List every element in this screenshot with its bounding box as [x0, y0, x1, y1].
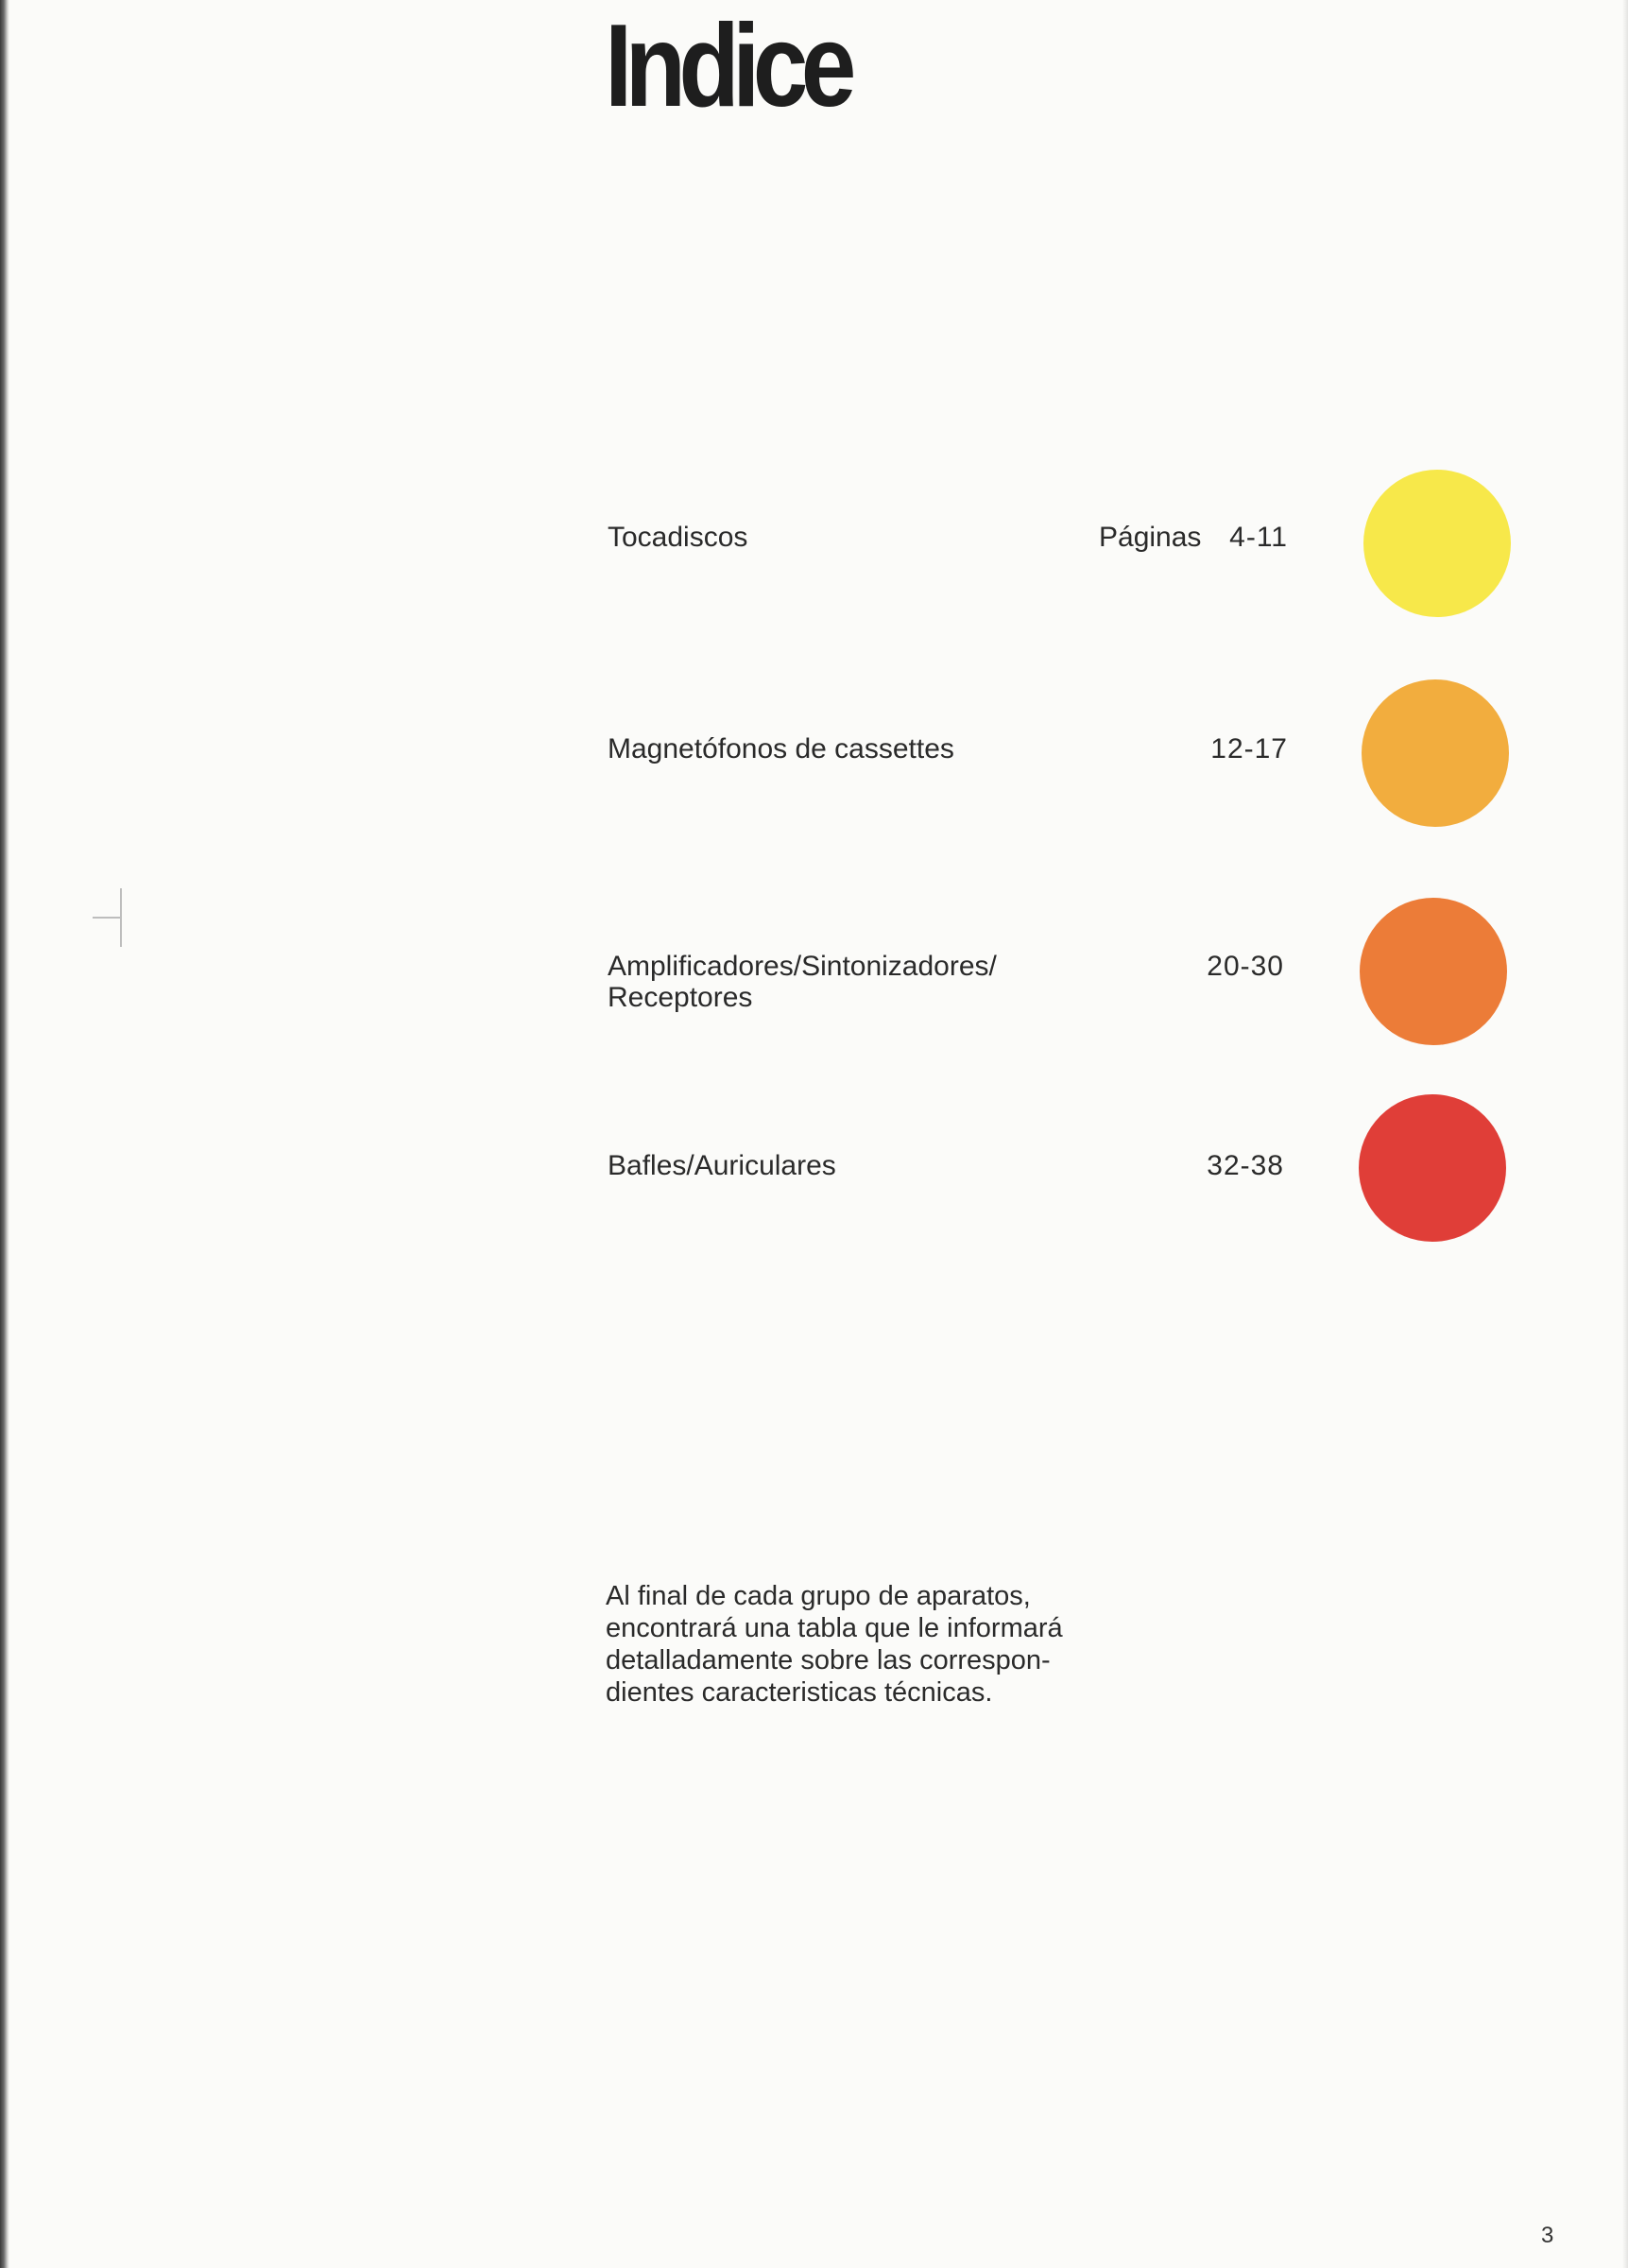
footnote-line: Al final de cada grupo de aparatos, — [606, 1581, 1031, 1611]
index-entry-pages: 12-17 — [1210, 733, 1288, 765]
page-right-edge — [1622, 0, 1628, 2268]
color-dot-light-orange — [1362, 679, 1509, 827]
index-entry-label — [608, 1150, 836, 1181]
color-dot-yellow — [1363, 470, 1511, 617]
index-entry-pages: 32-38 — [1207, 1150, 1284, 1181]
index-entry-label-line: Receptores — [608, 982, 753, 1013]
index-entry-pages: 20-30 — [1207, 951, 1284, 982]
color-dot-orange — [1360, 898, 1507, 1045]
footnote-line: dientes caracteristicas técnicas. — [606, 1677, 993, 1708]
footnote-line: encontrará una tabla que le informará — [606, 1613, 1063, 1643]
index-entry-label — [608, 951, 997, 1013]
index-entry-label-line: Bafles/Auriculares — [608, 1150, 836, 1181]
index-entry-label-line: Magnetófonos de cassettes — [608, 733, 954, 765]
footnote-paragraph — [606, 1580, 1097, 1709]
page-title: Indice — [605, 1, 849, 131]
index-entry-label-line: Amplificadores/Sintonizadores/ — [608, 951, 997, 982]
page-number: 3 — [1541, 2223, 1554, 2248]
index-entry-pages: 4-11 — [1229, 522, 1288, 553]
pages-prefix: Páginas — [1099, 522, 1202, 553]
index-entry-label — [608, 522, 747, 553]
scan-mark — [93, 917, 121, 919]
footnote-line: detalladamente sobre las correspon- — [606, 1645, 1051, 1675]
index-entry-label-line: Tocadiscos — [608, 522, 748, 553]
page-binding-edge — [0, 0, 9, 2268]
color-dot-red — [1359, 1094, 1506, 1242]
index-entry-label — [608, 733, 954, 765]
